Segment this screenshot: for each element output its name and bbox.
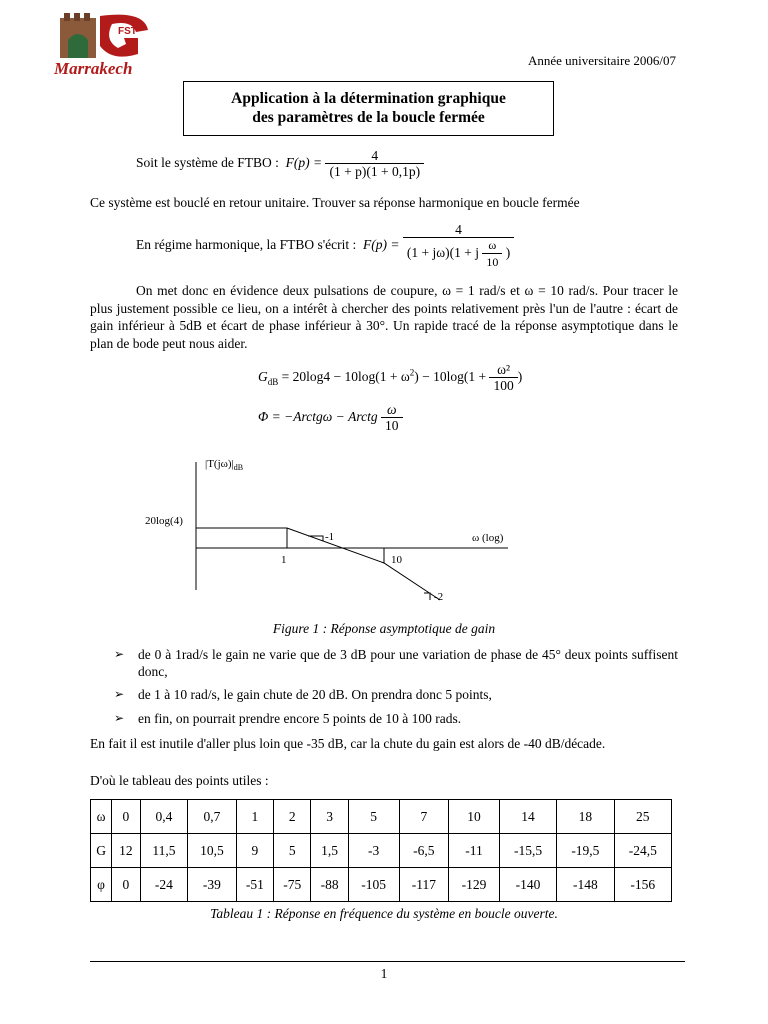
gain-mid: ) − 10log(1 + [414, 369, 487, 385]
table-cell: -3 [348, 834, 399, 868]
table-cell: -75 [274, 868, 311, 902]
table-cell: 9 [236, 834, 273, 868]
table-row [91, 800, 672, 834]
gain-end: ) [517, 369, 523, 385]
slope-1-label: -1 [325, 531, 335, 543]
table-cell: -15,5 [499, 834, 556, 868]
bullet-arrow-icon: ➢ [114, 687, 125, 701]
table-cell: -148 [557, 868, 614, 902]
phase-frac-den: 10 [381, 417, 403, 434]
gain-frac-den: 100 [489, 377, 517, 394]
ftbo-lhs: F(p) = [285, 155, 323, 171]
title-line-1: Application à la détermination graphique [231, 90, 506, 107]
tick-10-label: 10 [391, 554, 402, 566]
table-cell: 25 [614, 800, 671, 834]
table-cell: 1 [236, 800, 273, 834]
gain-frac-num: ω² [497, 362, 511, 377]
bullet-item-2 [114, 686, 678, 704]
harmonic-den-pre: (1 + jω)(1 + j [406, 245, 479, 261]
level-label: 20log(4) [145, 515, 183, 527]
page-number: 1 [380, 966, 388, 981]
bullet-arrow-icon: ➢ [114, 711, 125, 725]
table-cell: 1,5 [311, 834, 348, 868]
table-cell: -24,5 [614, 834, 671, 868]
logo-fst: FST [118, 26, 137, 37]
table-cell: 18 [557, 800, 614, 834]
harmonic-lhs: F(p) = [363, 237, 400, 253]
table-row-header: ω [91, 800, 112, 834]
gain-lhs: G [258, 369, 268, 385]
harmonic-inner-den: 10 [482, 253, 502, 270]
table-cell: -156 [614, 868, 671, 902]
table-cell: -117 [399, 868, 449, 902]
table-cell: 0 [112, 800, 141, 834]
table-row-header: φ [91, 868, 112, 902]
table-cell: 10 [449, 800, 500, 834]
tick-1-label: 1 [281, 554, 287, 566]
footer-divider [90, 961, 685, 962]
ftbo-lead: Soit le système de FTBO : [136, 155, 279, 171]
bullet-item-3 [114, 710, 678, 728]
figure-caption: Figure 1 : Réponse asymptotique de gain [272, 621, 496, 636]
table-row-header: G [91, 834, 112, 868]
table-cell: 10,5 [188, 834, 236, 868]
table-cell: 3 [311, 800, 348, 834]
y-axis-label: $|T(j\omega)|_{dB}$ [205, 458, 244, 472]
table-cell: -39 [188, 868, 236, 902]
points-table [90, 799, 672, 902]
logo-city: Marrakech [54, 59, 133, 78]
table-cell: -129 [449, 868, 500, 902]
table-cell: 5 [348, 800, 399, 834]
table-cell: -51 [236, 868, 273, 902]
table-cell: 2 [274, 800, 311, 834]
table-caption: Tableau 1 : Réponse en fréquence du système en boucle ouverte. [210, 906, 558, 921]
gain-body: = 20log4 − 10log(1 + ω [278, 369, 410, 385]
table-cell: -24 [140, 868, 187, 902]
x-axis-label: ω (log) [472, 532, 504, 544]
table-cell: -6,5 [399, 834, 449, 868]
table-cell: 0,4 [140, 800, 187, 834]
table-cell: 0,7 [188, 800, 236, 834]
bullet-text-2: de 1 à 10 rad/s, le gain chute de 20 dB. On prendra donc 5 points, [138, 687, 492, 702]
closed-loop-text: Ce système est bouclé en retour unitaire. Trouver sa réponse harmonique en boucle fermée [90, 195, 580, 210]
bullet-text-1: de 0 à 1rad/s le gain ne varie que de 3 dB pour une variation de phase de 45° deux points suffisent donc, [138, 647, 678, 679]
table-cell: 11,5 [140, 834, 187, 868]
bullet-arrow-icon: ➢ [114, 647, 125, 661]
academic-year: Année universitaire 2006/07 [527, 53, 676, 68]
phase-body: Φ = −Arctgω − Arctg [258, 409, 378, 425]
slope-2-label: -2 [434, 591, 444, 603]
table-cell: 7 [399, 800, 449, 834]
table-cell: -140 [499, 868, 556, 902]
asymptote-line [196, 528, 440, 600]
table-intro: D'où le tableau des points utiles : [90, 773, 269, 788]
table-cell: -105 [348, 868, 399, 902]
gain-lhs-sub: dB [267, 376, 279, 387]
table-cell: -11 [449, 834, 500, 868]
table-cell: 5 [274, 834, 311, 868]
phase-frac-num: ω [386, 402, 397, 417]
harmonic-den-post: ) [505, 245, 511, 261]
harmonic-lead: En régime harmonique, la FTBO s'écrit : [136, 237, 357, 253]
cutoff-paragraph: On met donc en évidence deux pulsations de coupure, ω = 1 rad/s et ω = 10 rad/s. Pour tracer le plus justement possible ce lieu, on a intérêt à chercher des points relativement près l'un de l'autre : écart de gain inférieur à 5dB et écart de phase inférieur à 30°. Un rapide tracé de la réponse asymptotique dans le plan de bode peut nous aider. [90, 283, 678, 351]
table-cell: -88 [311, 868, 348, 902]
table-cell: 0 [112, 868, 141, 902]
table-cell: -19,5 [557, 834, 614, 868]
harmonic-num: 4 [455, 222, 462, 237]
points-table-body [91, 800, 672, 902]
title-line-2: des paramètres de la boucle fermée [252, 109, 485, 126]
bullet-text-3: en fin, on pourrait prendre encore 5 points de 10 à 100 rads. [138, 711, 462, 726]
table-cell: 14 [499, 800, 556, 834]
after-bullets-text: En fait il est inutile d'aller plus loin que -35 dB, car la chute du gain est alors de -40 dB/décade. [90, 736, 606, 751]
table-row [91, 834, 672, 868]
bullet-item-1 [114, 646, 678, 682]
harmonic-inner-num: ω [488, 238, 497, 252]
ftbo-num: 4 [371, 148, 379, 163]
table-cell: 12 [112, 834, 141, 868]
slope-2-marker [424, 593, 430, 600]
table-row [91, 868, 672, 902]
gain-sup: 2 [409, 367, 415, 378]
ftbo-den: (1 + p)(1 + 0,1p) [325, 163, 424, 180]
